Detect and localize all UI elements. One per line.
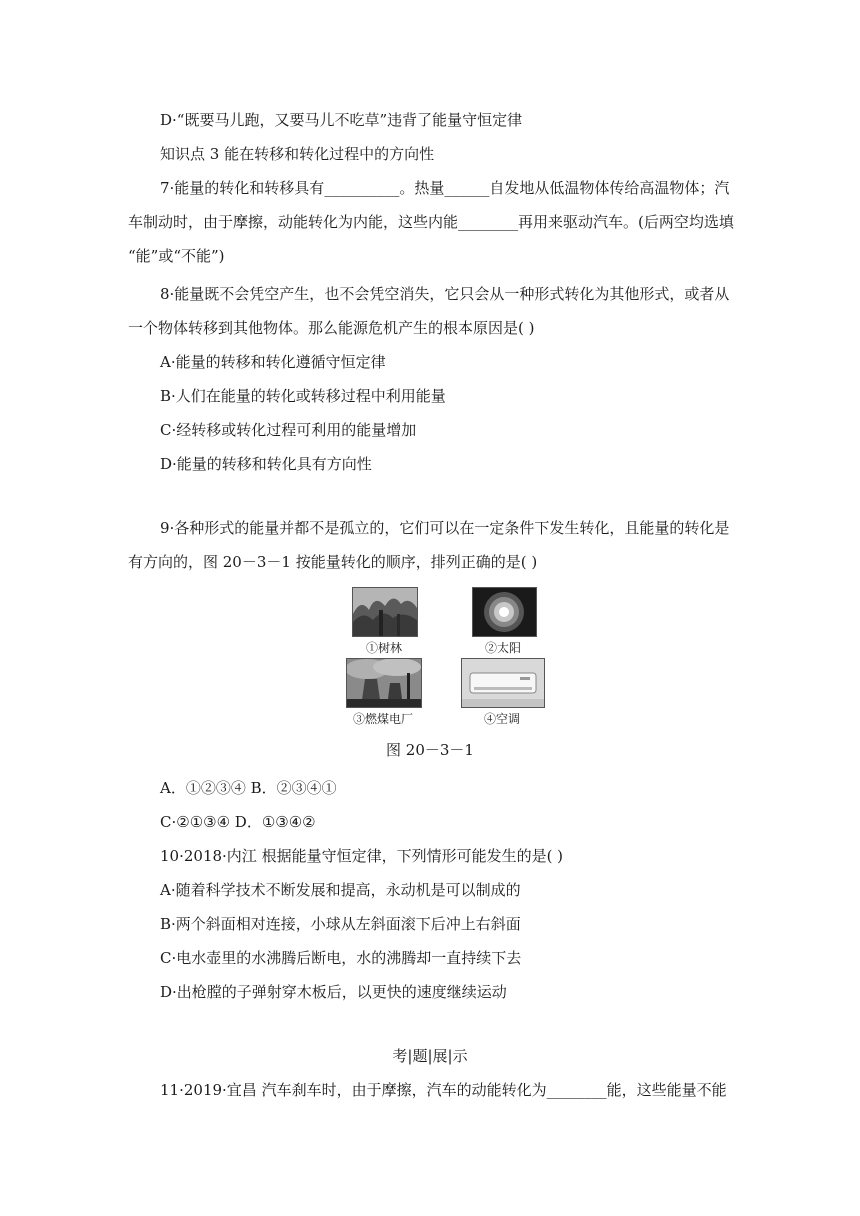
forest-photo — [352, 587, 418, 637]
options-ab-q9: A．①②③④ B．②③④① — [160, 779, 337, 797]
question-9-line1: 9·各种形式的能量并都不是孤立的，它们可以在一定条件下发生转化，且能量的转化是 — [160, 519, 730, 537]
question-7-line2: 车制动时，由于摩擦，动能转化为内能，这些内能________再用来驱动汽车。(后两空均选填 — [128, 213, 734, 231]
option-d-q8: D·能量的转移和转化具有方向性 — [160, 455, 372, 473]
question-9-line2: 有方向的，图 20－3－1 按能量转化的顺序，排列正确的是( ) — [128, 553, 538, 571]
option-d-q10: D·出枪膛的子弹射穿木板后，以更快的速度继续运动 — [160, 983, 507, 1001]
question-7-line1: 7·能量的转化和转移具有__________。热量______自发地从低温物体传给高温物体；汽 — [160, 179, 730, 197]
question-8-line2: 一个物体转移到其他物体。那么能源危机产生的根本原因是( ) — [128, 319, 535, 337]
section-heading: 知识点 3 能在转移和转化过程中的方向性 — [160, 145, 435, 163]
option-b-q8: B·人们在能量的转化或转移过程中利用能量 — [160, 387, 446, 405]
option-d-q6: D·“既要马儿跑，又要马儿不吃草”违背了能量守恒定律 — [160, 111, 523, 129]
option-a-q10: A·随着科学技术不断发展和提高，永动机是可以制成的 — [160, 881, 521, 899]
option-a-q8: A·能量的转移和转化遵循守恒定律 — [160, 353, 386, 371]
options-cd-q9: C·②①③④ D．①③④② — [160, 813, 316, 831]
question-11-line1: 11·2019·宜昌 汽车刹车时，由于摩擦，汽车的动能转化为________能，这些能量不能 — [160, 1081, 727, 1099]
caption-forest: ①树林 — [365, 641, 402, 655]
option-b-q10: B·两个斜面相对连接，小球从左斜面滚下后冲上右斜面 — [160, 915, 521, 933]
question-7-line3: “能”或“不能”) — [128, 247, 225, 265]
question-8-line1: 8·能量既不会凭空产生，也不会凭空消失，它只会从一种形式转化为其他形式，或者从 — [160, 285, 730, 303]
caption-air-conditioner: ④空调 — [483, 712, 520, 726]
option-c-q8: C·经转移或转化过程可利用的能量增加 — [160, 421, 417, 439]
section-exam-showcase: 考|题|展|示 — [392, 1047, 468, 1065]
caption-power-plant: ③燃煤电厂 — [352, 712, 413, 726]
sun-photo — [472, 587, 537, 637]
caption-sun: ②太阳 — [484, 641, 521, 655]
air-conditioner-photo — [461, 658, 545, 708]
power-plant-photo — [346, 658, 422, 708]
figure-caption: 图 20－3－1 — [386, 741, 474, 759]
option-c-q10: C·电水壶里的水沸腾后断电，水的沸腾却一直持续下去 — [160, 949, 522, 967]
question-10: 10·2018·内江 根据能量守恒定律，下列情形可能发生的是( ) — [160, 847, 564, 865]
